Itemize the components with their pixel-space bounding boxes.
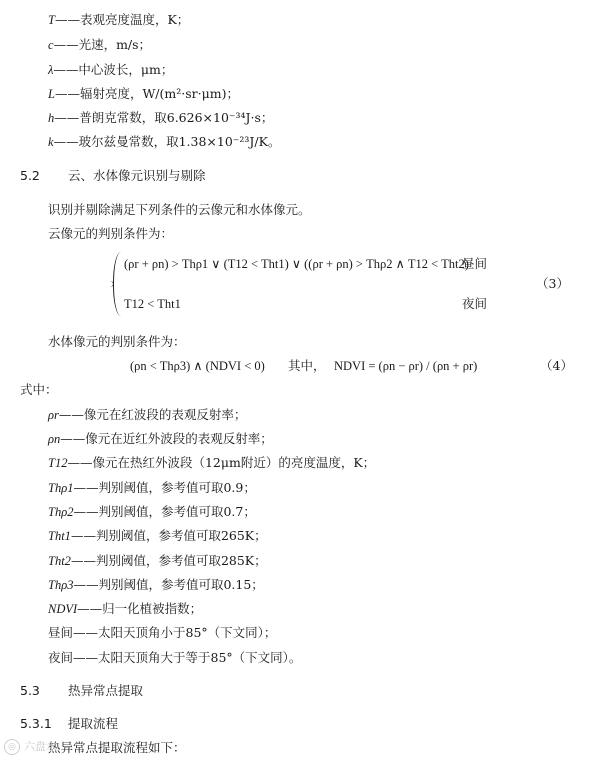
def-h bbox=[48, 110, 273, 126]
def-NDVI-text: ——归一化植被指数； bbox=[77, 601, 203, 616]
equation-3-label-night: 夜间 bbox=[462, 296, 488, 311]
symbol-NDVI: NDVI bbox=[48, 602, 78, 616]
def-Th-t1-text: ——判别阈值，参考值可取265K； bbox=[70, 528, 267, 543]
section-title: 提取流程 bbox=[68, 716, 119, 731]
symbol-daytime: 昼间 bbox=[48, 625, 74, 640]
def-h-text: ——普朗克常数，取6.626×10⁻³⁴J·s； bbox=[54, 110, 274, 125]
symbol-h: h bbox=[48, 111, 55, 125]
def-c bbox=[48, 37, 151, 53]
paragraph-procedure: 热异常点提取流程如下： bbox=[48, 740, 186, 755]
symbol-Th-rho2: Thρ2 bbox=[48, 505, 74, 519]
section-number: 5.3 bbox=[20, 683, 40, 698]
def-L-text: ——辐射亮度，W/(m²·sr·μm)； bbox=[54, 86, 239, 101]
def-Th-rho3-text: ——判别阈值，参考值可取0.15； bbox=[73, 577, 264, 592]
water-condition-intro: 水体像元的判别条件为： bbox=[48, 334, 186, 349]
symbol-T: T bbox=[48, 13, 55, 27]
def-daytime-text: ——太阳天顶角小于85°（下文同）； bbox=[73, 625, 277, 640]
equation-3-row-day: (ρr + ρn) > Thρ1 ∨ (T12 < Tht1) ∨ ((ρr + ρn) > Thρ2 ∧ T12 < Tht2) bbox=[124, 257, 469, 271]
equation-3-label-day: 昼间 bbox=[462, 256, 488, 271]
symbol-nighttime: 夜间 bbox=[48, 650, 74, 665]
equation-brace bbox=[113, 252, 122, 316]
symbol-Th-rho3: Thρ3 bbox=[48, 578, 74, 592]
symbol-Th-t2: Tht2 bbox=[48, 554, 71, 568]
symbol-T12: T12 bbox=[48, 456, 68, 470]
watermark-text: 六盘水 bbox=[24, 740, 57, 753]
section-number: 5.2 bbox=[20, 168, 40, 183]
def-c-text: ——光速，m/s； bbox=[53, 37, 152, 52]
symbol-k: k bbox=[48, 135, 54, 149]
def-NDVI bbox=[48, 601, 202, 617]
equation-4-number: （4） bbox=[540, 358, 573, 373]
def-Th-t2 bbox=[48, 553, 267, 569]
def-Th-t2-text: ——判别阈值，参考值可取285K； bbox=[70, 553, 267, 568]
paragraph-identify: 识别并剔除满足下列条件的云像元和水体像元。 bbox=[48, 202, 311, 217]
def-T bbox=[48, 12, 189, 28]
def-lambda bbox=[48, 62, 173, 78]
symbol-rho-n: ρn bbox=[48, 432, 61, 446]
def-rho-n bbox=[48, 431, 273, 447]
section-heading-5-3 bbox=[20, 683, 143, 699]
symbol-lambda: λ bbox=[48, 63, 54, 77]
symbol-L: L bbox=[48, 87, 55, 101]
cloud-condition-intro: 云像元的判别条件为： bbox=[48, 226, 174, 241]
symbol-rho-r: ρr bbox=[48, 408, 59, 422]
where-label: 式中： bbox=[20, 382, 58, 397]
section-heading-5-2 bbox=[20, 168, 206, 184]
def-Th-t1 bbox=[48, 528, 267, 544]
section-heading-5-3-1 bbox=[20, 716, 118, 732]
equation-4-left: (ρn < Thρ3) ∧ (NDVI < 0) bbox=[130, 359, 265, 373]
def-k bbox=[48, 134, 280, 150]
def-rho-n-text: ——像元在近红外波段的表观反射率； bbox=[60, 431, 273, 446]
def-rho-r-text: ——像元在红波段的表观反射率； bbox=[58, 407, 247, 422]
def-rho-r bbox=[48, 407, 246, 423]
section-title: 云、水体像元识别与剔除 bbox=[68, 168, 206, 183]
def-k-text: ——玻尔兹曼常数，取1.38×10⁻²³J/K。 bbox=[53, 134, 281, 149]
def-T12-text: ——像元在热红外波段（12μm附近）的亮度温度，K； bbox=[67, 455, 376, 470]
section-number: 5.3.1 bbox=[20, 716, 52, 731]
def-T12 bbox=[48, 455, 375, 471]
def-nighttime-text: ——太阳天顶角大于等于85°（下文同）。 bbox=[73, 650, 302, 665]
section-title: 热异常点提取 bbox=[68, 683, 144, 698]
equation-4-middle: 其中， bbox=[288, 358, 326, 373]
watermark bbox=[4, 738, 57, 755]
def-Th-rho1 bbox=[48, 480, 256, 496]
symbol-Th-t1: Tht1 bbox=[48, 529, 71, 543]
def-T-text: ——表观亮度温度，K； bbox=[54, 12, 190, 27]
def-Th-rho2 bbox=[48, 504, 256, 520]
def-Th-rho1-text: ——判别阈值，参考值可取0.9； bbox=[73, 480, 256, 495]
def-nighttime bbox=[48, 650, 301, 666]
def-daytime bbox=[48, 625, 276, 641]
def-Th-rho2-text: ——判别阈值，参考值可取0.7； bbox=[73, 504, 256, 519]
symbol-c: c bbox=[48, 38, 54, 52]
def-Th-rho3 bbox=[48, 577, 264, 593]
def-L bbox=[48, 86, 239, 102]
def-lambda-text: ——中心波长，μm； bbox=[53, 62, 174, 77]
equation-4-right: NDVI = (ρn − ρr) / (ρn + ρr) bbox=[334, 359, 478, 373]
watermark-logo-icon: ◎ bbox=[4, 739, 20, 755]
equation-3-row-night: T12 < Tht1 bbox=[124, 297, 181, 311]
symbol-Th-rho1: Thρ1 bbox=[48, 481, 74, 495]
equation-3-number: （3） bbox=[536, 276, 569, 291]
